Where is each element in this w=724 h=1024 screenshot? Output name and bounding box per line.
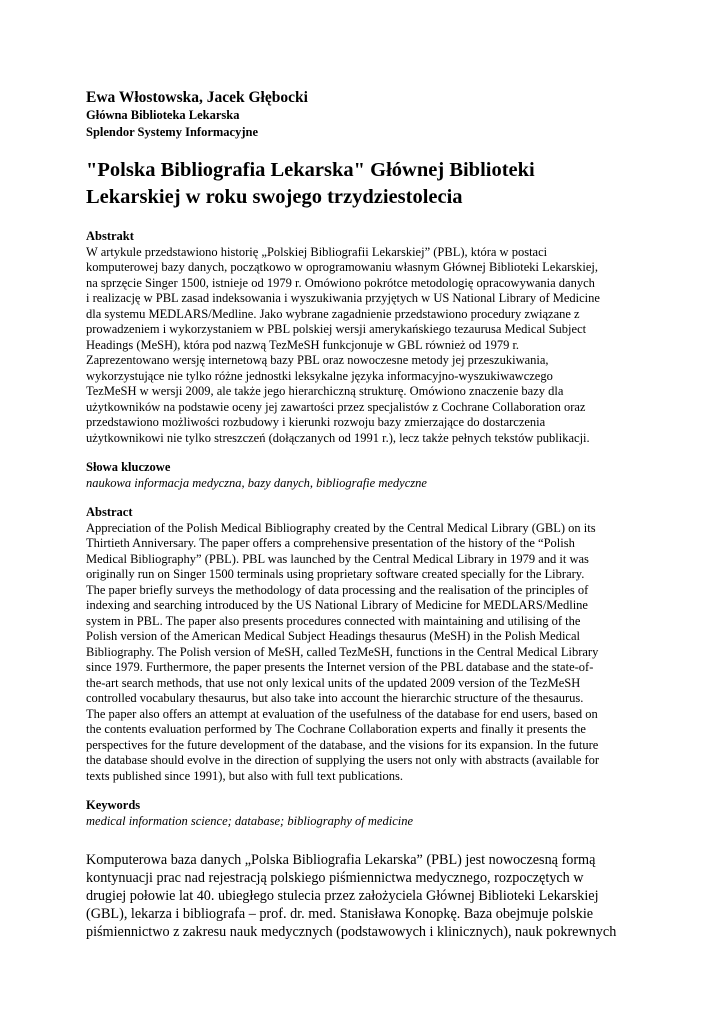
abstrakt-heading: Abstrakt [86,229,134,243]
intro-paragraph [86,851,641,941]
abstract-line: perspectives for the future development of the database, and the visions for its expansion. In the future [86,737,599,752]
slowa-kluczowe-text: naukowa informacja medyczna, bazy danych, bibliografie medyczne [86,475,427,490]
abstrakt-line: Headings (MeSH), która pod nazwą TezMeSH funkcjonuje w GBL również od 1979 r. [86,337,520,352]
abstract-heading: Abstract [86,505,133,519]
intro-line: kontynuacji prac nad rejestracją polskiego piśmiennictwa medycznego, rozpoczętych w [86,870,584,886]
abstract-line: The paper also offers an attempt at evaluation of the usefulness of the database for end users, based on [86,706,598,721]
abstract-line: indexing and searching introduced by the US National Library of Medicine for MEDLARS/Medline [86,598,588,612]
abstrakt-line: na sprzęcie Singer 1500, istnieje od 1979 r. Omówiono pokrótce metodologię opracowywania danych [86,275,595,290]
affiliation-splendor: Splendor Systemy Informacyjne [86,125,258,139]
abstract-line: texts published since 1991), but also with full text publications. [86,768,403,783]
abstrakt-line: przedstawiono możliwości rozbudowy i kierunki rozwoju bazy zmierzające do dostarczenia [86,415,546,429]
abstract-line: Bibliography. The Polish version of MeSH, called TezMeSH, functions in the Central Medical Library [86,644,599,659]
document-page [86,89,641,941]
abstract-line: Thirtieth Anniversary. The paper offers a comprehensive presentation of the history of the “Polish [86,536,575,550]
abstrakt-line: komputerowej bazy danych, początkowo w oprogramowaniu własnym Głównej Biblioteki Lekarskiej, [86,260,599,274]
abstrakt-line: W artykule przedstawiono historię „Polskiej Bibliografii Lekarskiej” (PBL), która w postaci [86,244,548,259]
abstrakt-line: użytkownikowi nie tylko streszczeń (dołączanych od 1991 r.), lecz także pełnych tekstów publikacji. [86,430,590,445]
abstrakt-section [86,229,641,446]
abstrakt-line: wykorzystujące nie tylko różne jednostki leksykalne języka informacyjno-wyszukiwawczego [86,368,553,383]
slowa-kluczowe-heading: Słowa kluczowe [86,460,171,474]
abstract-line: The paper briefly surveys the methodology of data processing and the realisation of the principles of [86,582,589,597]
abstrakt-text [86,245,641,447]
abstrakt-line: Zaprezentowano wersję internetową bazy PBL oraz nowoczesne metody jej przeszukiwania, [86,353,549,367]
title-line: Lekarskiej w roku swojego trzydziestolecia [86,186,463,208]
keywords-text: medical information science; database; bibliography of medicine [86,813,414,828]
slowa-kluczowe-section [86,460,641,491]
abstrakt-line: użytkowników na podstawie oceny jej zawartości przez specjalistów z Cochrane Collaboration oraz [86,399,586,414]
intro-line: (GBL), lekarza i bibliografa – prof. dr. med. Stanisława Konopkę. Baza obejmuje polskie [86,906,594,922]
abstrakt-line: prowadzeniem i wykorzystaniem w PBL polskiej wersji amerykańskiego tezaurusa Medical Subject [86,322,587,336]
abstract-section [86,505,641,784]
abstract-line: Appreciation of the Polish Medical Bibliography created by the Central Medical Library (GBL) on its [86,520,596,535]
authors: Ewa Włostowska, Jacek Głębocki [86,89,308,106]
intro-line: Komputerowa baza danych „Polska Bibliografia Lekarska” (PBL) jest nowoczesną formą [86,852,596,868]
title-line: "Polska Bibliografia Lekarska" Głównej Biblioteki [86,159,535,181]
keywords-heading: Keywords [86,798,141,812]
abstract-line: the contents evaluation performed by The Cochrane Collaboration experts and finally it presents the [86,722,586,736]
page-title [86,157,641,211]
affiliation-gbl: Główna Biblioteka Lekarska [86,108,240,122]
abstrakt-line: TezMeSH w wersji 2009, ale także jego hierarchiczną strukturę. Omówiono znaczenie bazy dla [86,384,564,398]
intro-line: drugiej połowie lat 40. ubiegłego stulecia przez założyciela Głównej Biblioteki Lekarskiej [86,888,599,904]
abstract-line: Medical Bibliography” (PBL). PBL was launched by the Central Medical Library in 1979 and it was [86,551,589,566]
abstract-line: controlled vocabulary thesaurus, but also take into account the hierarchic structure of the thesaurus. [86,691,584,705]
abstract-line: Polish version of the American Medical Subject Headings thesaurus (MeSH) in the Polish Medical [86,629,581,643]
abstract-line: system in PBL. The paper also presents procedures connected with maintaining and utilising of the [86,613,581,628]
abstrakt-line: dla systemu MEDLARS/Medline. Jako wybrane zagadnienie przedstawiono procedury związane z [86,306,580,321]
abstrakt-line: i realizację w PBL zasad indeksowania i wyszukiwania przyjętych w US National Library of Medicine [86,291,600,305]
keywords-section [86,798,641,829]
intro-line: piśmiennictwo z zakresu nauk medycznych (podstawowych i klinicznych), nauk pokrewnych [86,924,617,940]
author-block [86,89,641,141]
abstract-line: since 1979. Furthermore, the paper presents the Internet version of the PBL database and the state-of- [86,660,594,674]
abstract-line: the database should evolve in the direction of supplying the users not only with abstracts (available for [86,753,600,767]
abstract-line: originally run on Singer 1500 terminals using proprietary software created specially for the Library. [86,567,585,581]
abstract-line: the-art search methods, that use not only lexical units of the updated 2009 version of the TezMeSH [86,675,581,690]
abstract-text [86,521,641,785]
